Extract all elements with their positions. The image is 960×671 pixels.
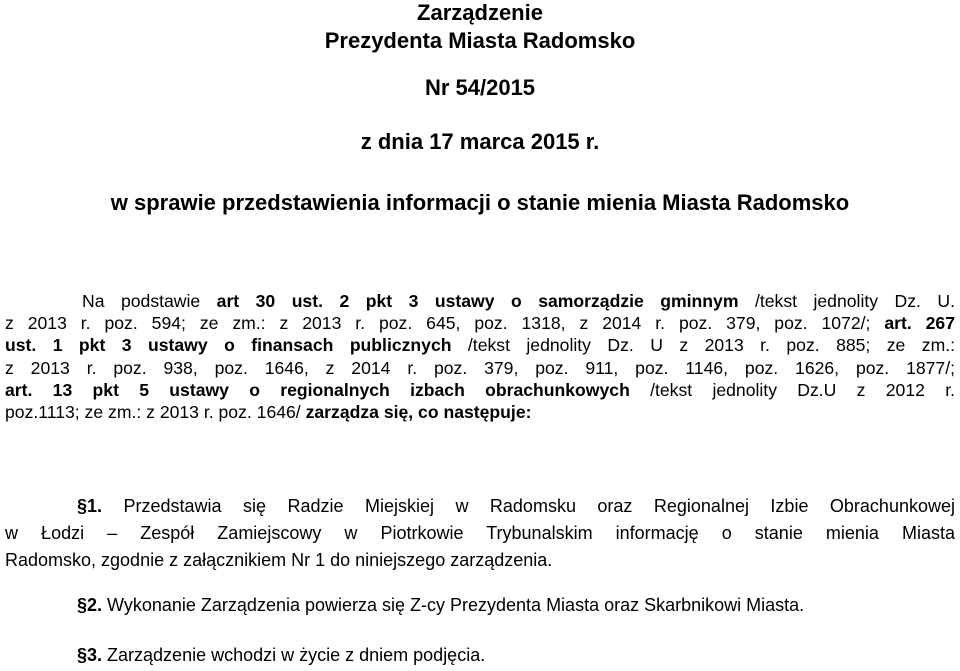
section-1-line-2: w Łodzi – Zespół Zamiejscowy w Piotrkowie Trybunalskim informację o stanie mienia Miasta (5, 523, 955, 543)
legal-basis-line-6: poz.1113; ze zm.: z 2013 r. poz. 1646/ zarządza się, co następuje: (5, 401, 532, 422)
section-1-line-3: Radomsko, zgodnie z załącznikiem Nr 1 do niniejszego zarządzenia. (5, 550, 553, 570)
document-subject: w sprawie przedstawienia informacji o stanie mienia Miasta Radomsko (110, 190, 850, 215)
document-date: z dnia 17 marca 2015 r. (360, 129, 600, 154)
legal-basis-line-2: z 2013 r. poz. 594; ze zm.: z 2013 r. poz. 645, poz. 1318, z 2014 r. poz. 379, poz. 1072/; art. 267 (5, 313, 956, 334)
document-title: Zarządzenie (417, 0, 543, 25)
document-issuer: Prezydenta Miasta Radomsko (324, 28, 636, 53)
legal-basis-paragraph (5, 290, 955, 423)
section-3-mark: §3. (77, 645, 103, 665)
legal-basis-line-5: art. 13 pkt 5 ustawy o regionalnych izbach obrachunkowych /tekst jednolity Dz.U z 2012 r. (5, 379, 955, 400)
document-number: Nr 54/2015 (424, 75, 536, 100)
section-1 (5, 495, 955, 576)
legal-basis-line-1: Na podstawie art 30 ust. 2 pkt 3 ustawy o samorządzie gminnym /tekst jednolity Dz. U. (82, 291, 955, 311)
section-2-line-1: §2. Wykonanie Zarządzenia powierza się Z-cy Prezydenta Miasta oraz Skarbnikowi Miasta. (77, 595, 805, 615)
section-1-mark: §1. (77, 496, 103, 516)
section-2-mark: §2. (77, 595, 103, 615)
legal-basis-line-3: ust. 1 pkt 3 ustawy o finansach publicznych /tekst jednolity Dz. U z 2013 r. poz. 885; ze zm.: (5, 335, 955, 356)
section-3 (5, 644, 955, 671)
section-2 (5, 594, 955, 621)
section-3-line-1: §3. Zarządzenie wchodzi w życie z dniem podjęcia. (77, 645, 486, 665)
legal-basis-line-4: z 2013 r. poz. 938, poz. 1646, z 2014 r. poz. 379, poz. 911, poz. 1146, poz. 1626, poz. 1877/; (5, 357, 955, 378)
section-1-line-1: §1. Przedstawia się Radzie Miejskiej w Radomsku oraz Regionalnej Izbie Obrachunkowej (77, 496, 955, 516)
